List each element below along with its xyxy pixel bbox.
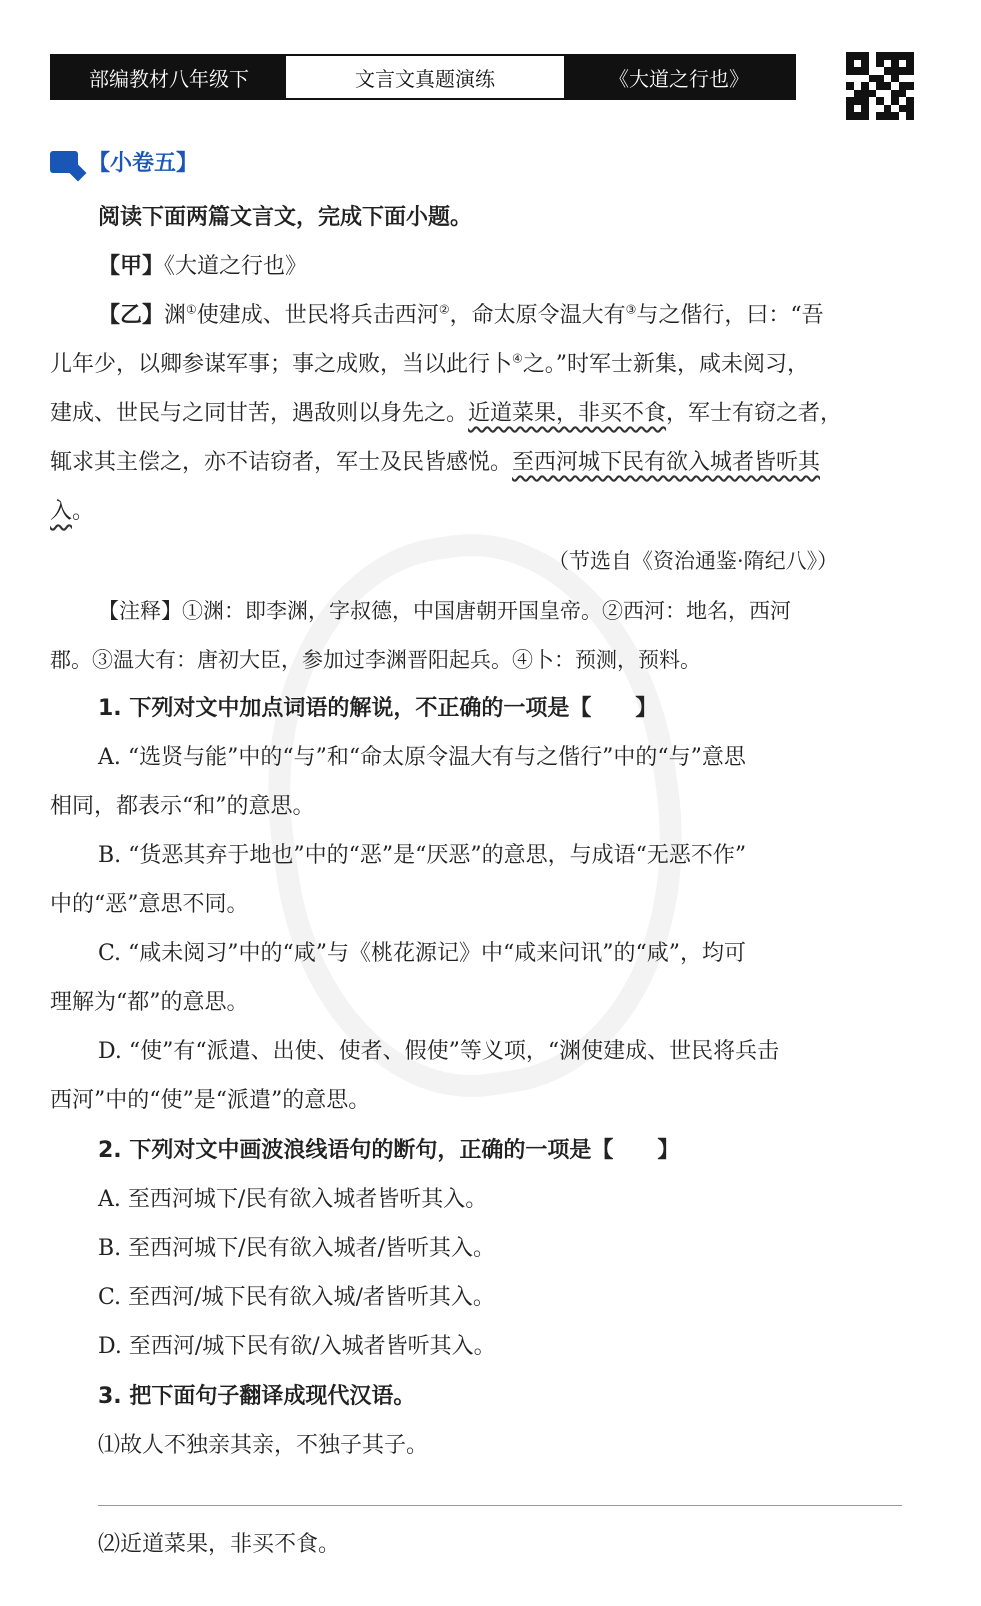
q2-option-a: A. 至西河城下/民有欲入城者皆听其入。 [98, 1187, 488, 1212]
instruction: 阅读下面两篇文言文，完成下面小题。 [98, 205, 473, 230]
qr-cell [906, 82, 914, 90]
text-span: 。 [72, 499, 95, 524]
passage-a-label: 【甲】 [98, 254, 165, 279]
qr-cell [869, 97, 877, 105]
passage-source: （节选自《资治通鉴·隋纪八》） [548, 549, 839, 573]
q1-stem: 1. 下列对文中加点词语的解说，不正确的一项是【 】 [98, 696, 658, 721]
qr-cell [869, 75, 877, 83]
section-flag-icon [50, 151, 78, 173]
footnote-ref: ③ [625, 302, 637, 317]
header-grade: 部编教材八年级下 [52, 56, 286, 98]
qr-cell [884, 105, 892, 113]
qr-cell [884, 90, 892, 98]
q1-option-c: C. “咸未阅习”中的“咸”与《桃花源记》中“咸来问讯”的“咸”，均可 [98, 941, 747, 966]
q1-option-b: B. “货恶其弃于地也”中的“恶”是“厌恶”的意思，与成语“无恶不作” [98, 843, 747, 868]
header-practice: 文言文真题演练 [286, 56, 564, 98]
qr-cell [876, 105, 884, 113]
qr-cell [891, 112, 899, 120]
qr-cell [891, 75, 899, 83]
qr-cell [899, 112, 907, 120]
qr-cell [854, 67, 862, 75]
passage-b-line-4 [50, 448, 820, 478]
footnote-ref: ④ [512, 351, 523, 366]
qr-cell [899, 67, 907, 75]
qr-cell [854, 52, 862, 60]
qr-cell [861, 67, 869, 75]
qr-cell [891, 60, 899, 68]
qr-cell [846, 67, 854, 75]
qr-cell [899, 97, 907, 105]
header-bar [50, 54, 796, 100]
qr-cell [899, 90, 907, 98]
qr-cell [876, 67, 884, 75]
qr-cell [861, 112, 869, 120]
qr-cell [891, 90, 899, 98]
qr-cell [906, 75, 914, 83]
text-span: 之。”时军士新集，咸未阅习， [522, 352, 810, 377]
qr-cell [876, 112, 884, 120]
qr-cell [899, 82, 907, 90]
qr-cell [884, 75, 892, 83]
qr-cell [861, 75, 869, 83]
header-title: 《大道之行也》 [564, 56, 794, 98]
q1-option-d: D. “使”有“派遣、出使、使者、假使”等义项，“渊使建成、世民将兵击 [98, 1039, 780, 1064]
qr-cell [861, 60, 869, 68]
passage-b-line-1 [98, 301, 916, 331]
section-heading [50, 146, 198, 177]
qr-cell [891, 52, 899, 60]
q3-stem: 3. 把下面句子翻译成现代汉语。 [98, 1384, 416, 1409]
qr-cell [884, 67, 892, 75]
qr-cell [884, 97, 892, 105]
notes-line-1: 【注释】①渊：即李渊，字叔德，中国唐朝开国皇帝。②西河：地名，西河 [98, 599, 791, 623]
qr-cell [899, 75, 907, 83]
answer-line [98, 1505, 902, 1506]
qr-cell [854, 112, 862, 120]
q1-option-c-cont: 理解为“都”的意思。 [50, 990, 249, 1015]
passage-a-heading [98, 252, 307, 282]
qr-cell [906, 60, 914, 68]
qr-cell [861, 105, 869, 113]
passage-b-line-2 [50, 350, 809, 380]
qr-cell [854, 105, 862, 113]
section-title: 【小卷五】 [88, 151, 199, 176]
qr-cell [884, 60, 892, 68]
text-span: 辄求其主偿之，亦不诘窃者，军士及民皆感悦。 [50, 450, 513, 475]
qr-cell [846, 75, 854, 83]
qr-cell [906, 112, 914, 120]
qr-cell [861, 52, 869, 60]
passage-b-label: 【乙】 [98, 303, 165, 328]
qr-cell [906, 90, 914, 98]
text-span: ，命太原令温大有 [449, 303, 626, 328]
qr-cell [869, 105, 877, 113]
qr-cell [899, 52, 907, 60]
qr-cell [876, 60, 884, 68]
qr-cell [861, 97, 869, 105]
qr-cell [854, 90, 862, 98]
qr-cell [861, 82, 869, 90]
footnote-ref: ② [438, 302, 450, 317]
text-span: 渊 [164, 303, 187, 328]
passage-a-title: 《大道之行也》 [164, 254, 308, 279]
qr-cell [861, 90, 869, 98]
text-span: 建成、世民与之同甘苦，遇敌则以身先之。 [50, 401, 469, 426]
q2-option-d: D. 至西河/城下民有欲/入城者皆听其入。 [98, 1334, 496, 1359]
wavy-underlined-text: 近道菜果，非买不食 [468, 401, 667, 426]
qr-cell [876, 75, 884, 83]
passage-b-line-5 [50, 497, 94, 527]
qr-cell [846, 97, 854, 105]
qr-cell [854, 97, 862, 105]
q1-option-d-cont: 西河”中的“使”是“派遣”的意思。 [50, 1088, 371, 1113]
qr-cell [884, 52, 892, 60]
text-span: 儿年少，以卿参谋军事；事之成败，当以此行卜 [50, 352, 513, 377]
qr-cell [846, 82, 854, 90]
qr-cell [876, 97, 884, 105]
qr-cell [891, 97, 899, 105]
qr-cell [846, 90, 854, 98]
qr-code-icon [846, 52, 914, 120]
q1-option-a-cont: 相同，都表示“和”的意思。 [50, 794, 315, 819]
qr-cell [876, 52, 884, 60]
qr-cell [869, 60, 877, 68]
text-span: 使建成、世民将兵击西河 [196, 303, 439, 328]
qr-cell [906, 67, 914, 75]
passage-b-line-3 [50, 399, 842, 429]
qr-cell [891, 82, 899, 90]
qr-cell [846, 105, 854, 113]
qr-cell [891, 67, 899, 75]
footnote-ref: ① [186, 302, 197, 317]
qr-cell [876, 82, 884, 90]
qr-cell [899, 105, 907, 113]
qr-cell [846, 52, 854, 60]
qr-cell [891, 105, 899, 113]
qr-cell [906, 97, 914, 105]
text-span: ，军士有窃之者， [666, 401, 843, 426]
q2-option-b: B. 至西河城下/民有欲入城者/皆听其入。 [98, 1236, 495, 1261]
qr-cell [884, 82, 892, 90]
q3-sentence-2: ⑵近道菜果，非买不食。 [98, 1532, 341, 1557]
wavy-underlined-text: 至西河城下民有欲入城者皆听其 [512, 450, 821, 475]
qr-cell [899, 60, 907, 68]
qr-cell [854, 82, 862, 90]
qr-cell [846, 60, 854, 68]
text-span: 与之偕行，曰：“吾 [636, 303, 824, 328]
qr-cell [854, 75, 862, 83]
qr-cell [854, 60, 862, 68]
q2-stem: 2. 下列对文中画波浪线语句的断句，正确的一项是【 】 [98, 1138, 680, 1163]
wavy-underlined-text: 入 [50, 499, 73, 524]
q3-sentence-1: ⑴故人不独亲其亲，不独子其子。 [98, 1433, 429, 1458]
qr-cell [869, 82, 877, 90]
qr-cell [884, 112, 892, 120]
notes-line-2: 郡。③温大有：唐初大臣，参加过李渊晋阳起兵。④卜：预测，预料。 [50, 648, 701, 672]
q1-option-b-cont: 中的“恶”意思不同。 [50, 892, 249, 917]
qr-cell [869, 67, 877, 75]
qr-cell [906, 105, 914, 113]
q1-option-a: A. “选贤与能”中的“与”和“命太原令温大有与之偕行”中的“与”意思 [98, 745, 746, 770]
qr-cell [869, 52, 877, 60]
qr-cell [869, 90, 877, 98]
q2-option-c: C. 至西河/城下民有欲入城/者皆听其入。 [98, 1285, 495, 1310]
qr-cell [846, 112, 854, 120]
qr-cell [876, 90, 884, 98]
qr-cell [906, 52, 914, 60]
qr-cell [869, 112, 877, 120]
